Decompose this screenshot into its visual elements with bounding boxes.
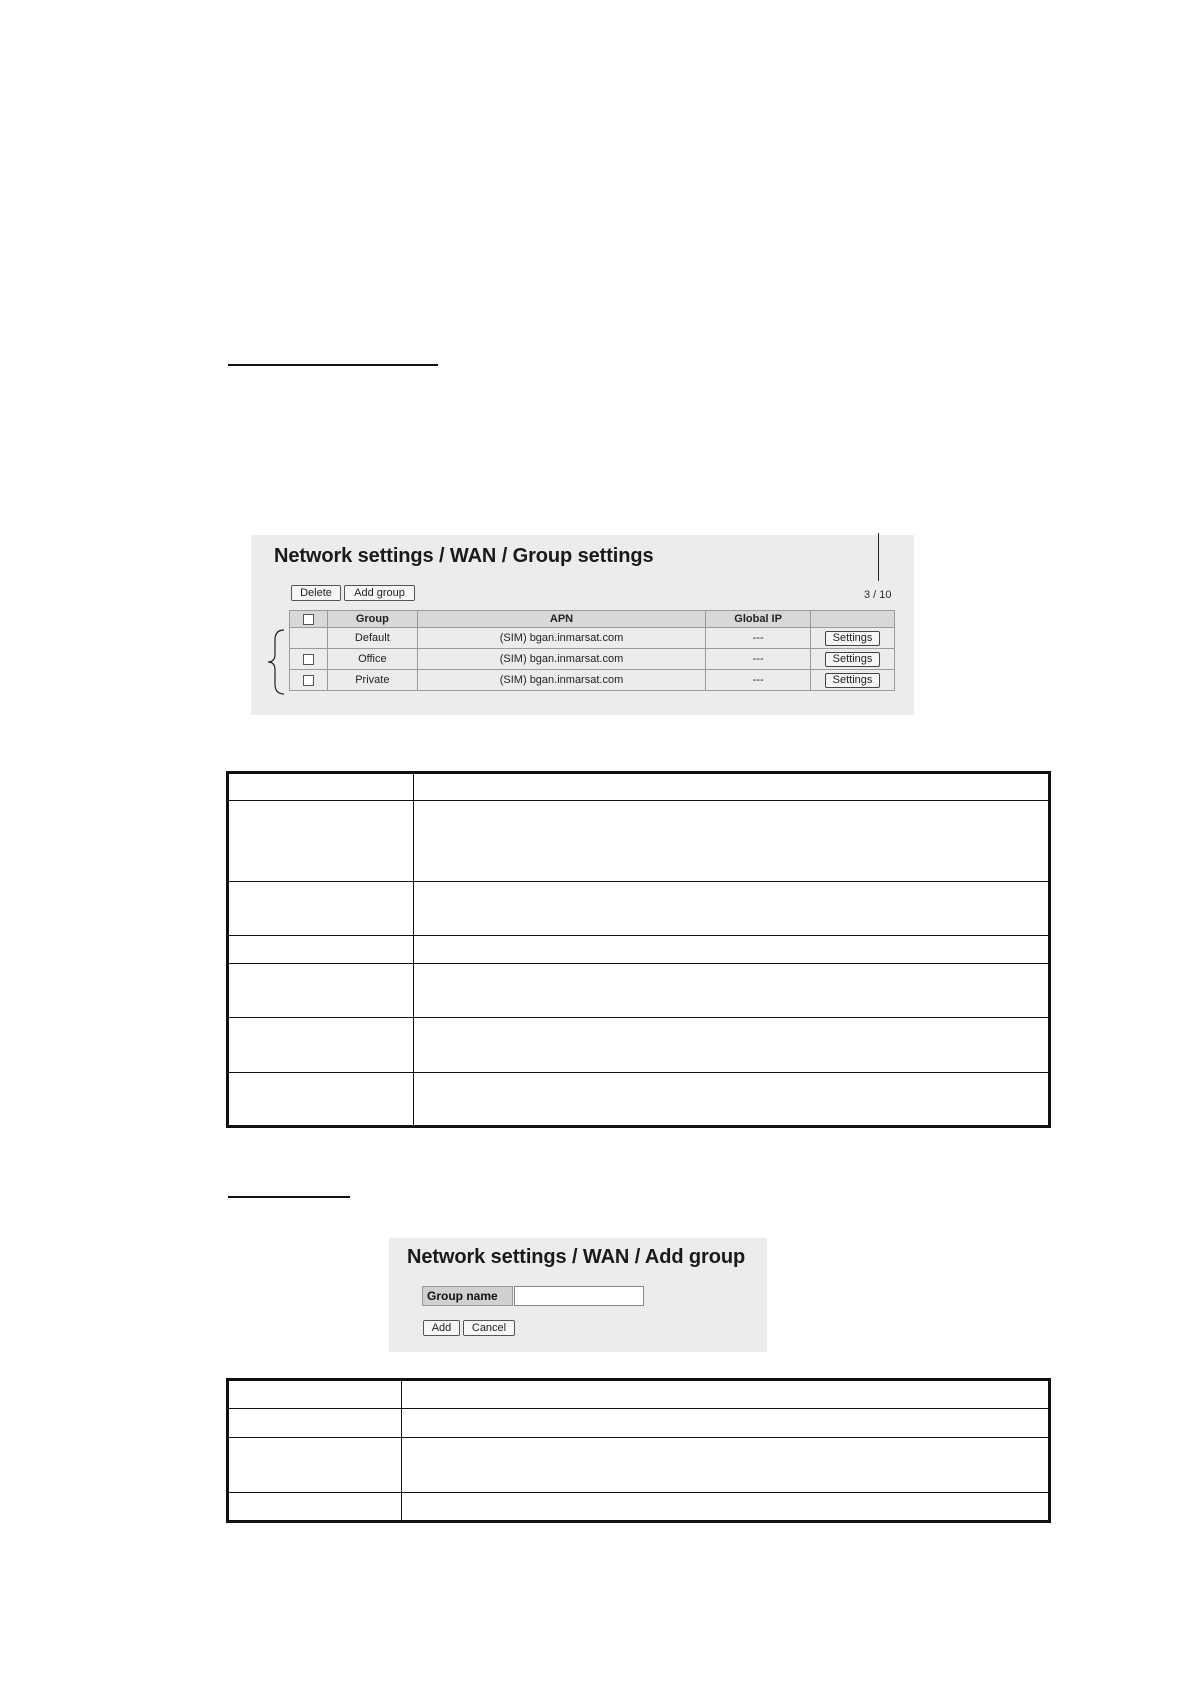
- section-heading-underline: [228, 1196, 350, 1198]
- rows-brace-icon: [266, 628, 288, 696]
- group-name: Default: [327, 628, 417, 649]
- add-group-screenshot: [389, 1238, 767, 1352]
- table-cell: [402, 1437, 1050, 1493]
- counter-callout-line: [878, 533, 879, 581]
- table-cell: [228, 1072, 414, 1126]
- group-settings-description-table: [226, 771, 1051, 1128]
- select-all-checkbox[interactable]: [303, 614, 314, 625]
- table-row: [228, 1072, 1050, 1126]
- table-cell: [228, 1408, 402, 1437]
- table-row: [228, 1018, 1050, 1072]
- group-table-header: [290, 611, 895, 628]
- table-cell: [228, 964, 414, 1018]
- select-all-cell: [290, 611, 328, 628]
- row-checkbox[interactable]: [303, 654, 314, 665]
- row-checkbox-cell: [290, 628, 328, 649]
- apn-value: (SIM) bgan.inmarsat.com: [417, 628, 705, 649]
- table-row: [228, 964, 1050, 1018]
- table-cell: [414, 773, 1050, 801]
- table-cell: [228, 1437, 402, 1493]
- table-cell: [228, 881, 414, 935]
- row-checkbox-cell: [290, 649, 328, 670]
- table-cell: [414, 1072, 1050, 1126]
- table-row: [228, 801, 1050, 881]
- row-checkbox-cell: [290, 670, 328, 691]
- global-ip-value: ---: [706, 628, 811, 649]
- group-name: Office: [327, 649, 417, 670]
- add-group-title: Network settings / WAN / Add group: [407, 1246, 746, 1268]
- cancel-button[interactable]: Cancel: [463, 1320, 515, 1336]
- settings-button[interactable]: Settings: [825, 631, 881, 646]
- column-header-global-ip: Global IP: [706, 611, 811, 628]
- column-header-actions: [811, 611, 895, 628]
- group-settings-screenshot: [251, 535, 914, 715]
- table-cell: [228, 935, 414, 963]
- table-row: [228, 1380, 1050, 1409]
- table-cell: [228, 773, 414, 801]
- apn-value: (SIM) bgan.inmarsat.com: [417, 670, 705, 691]
- table-row: [290, 670, 895, 691]
- section-heading-underline: [228, 364, 438, 366]
- add-group-description-table: [226, 1378, 1051, 1523]
- group-name: Private: [327, 670, 417, 691]
- table-cell: [414, 935, 1050, 963]
- table-row: [228, 1437, 1050, 1493]
- group-name-label: Group name: [422, 1286, 513, 1306]
- apn-value: (SIM) bgan.inmarsat.com: [417, 649, 705, 670]
- table-cell: [414, 1018, 1050, 1072]
- table-cell: [402, 1380, 1050, 1409]
- table-row: [228, 1408, 1050, 1437]
- group-name-input[interactable]: [514, 1286, 644, 1306]
- group-settings-title: Network settings / WAN / Group settings: [274, 545, 654, 567]
- table-row: [290, 628, 895, 649]
- add-button[interactable]: Add: [423, 1320, 460, 1336]
- table-cell: [228, 1018, 414, 1072]
- column-header-apn: APN: [417, 611, 705, 628]
- column-header-group: Group: [327, 611, 417, 628]
- table-cell: [414, 964, 1050, 1018]
- table-row: [228, 935, 1050, 963]
- settings-cell: [811, 670, 895, 691]
- row-checkbox[interactable]: [303, 675, 314, 686]
- global-ip-value: ---: [706, 670, 811, 691]
- table-row: [228, 1493, 1050, 1522]
- table-row: [228, 773, 1050, 801]
- table-cell: [414, 801, 1050, 881]
- table-cell: [228, 1380, 402, 1409]
- settings-button[interactable]: Settings: [825, 652, 881, 667]
- settings-button[interactable]: Settings: [825, 673, 881, 688]
- group-table: [289, 610, 895, 691]
- table-cell: [402, 1493, 1050, 1522]
- table-cell: [228, 801, 414, 881]
- table-cell: [414, 881, 1050, 935]
- add-group-button[interactable]: Add group: [344, 585, 415, 601]
- settings-cell: [811, 649, 895, 670]
- delete-button[interactable]: Delete: [291, 585, 341, 601]
- table-row: [290, 649, 895, 670]
- settings-cell: [811, 628, 895, 649]
- table-cell: [402, 1408, 1050, 1437]
- table-cell: [228, 1493, 402, 1522]
- global-ip-value: ---: [706, 649, 811, 670]
- group-counter: 3 / 10: [864, 589, 892, 601]
- table-row: [228, 881, 1050, 935]
